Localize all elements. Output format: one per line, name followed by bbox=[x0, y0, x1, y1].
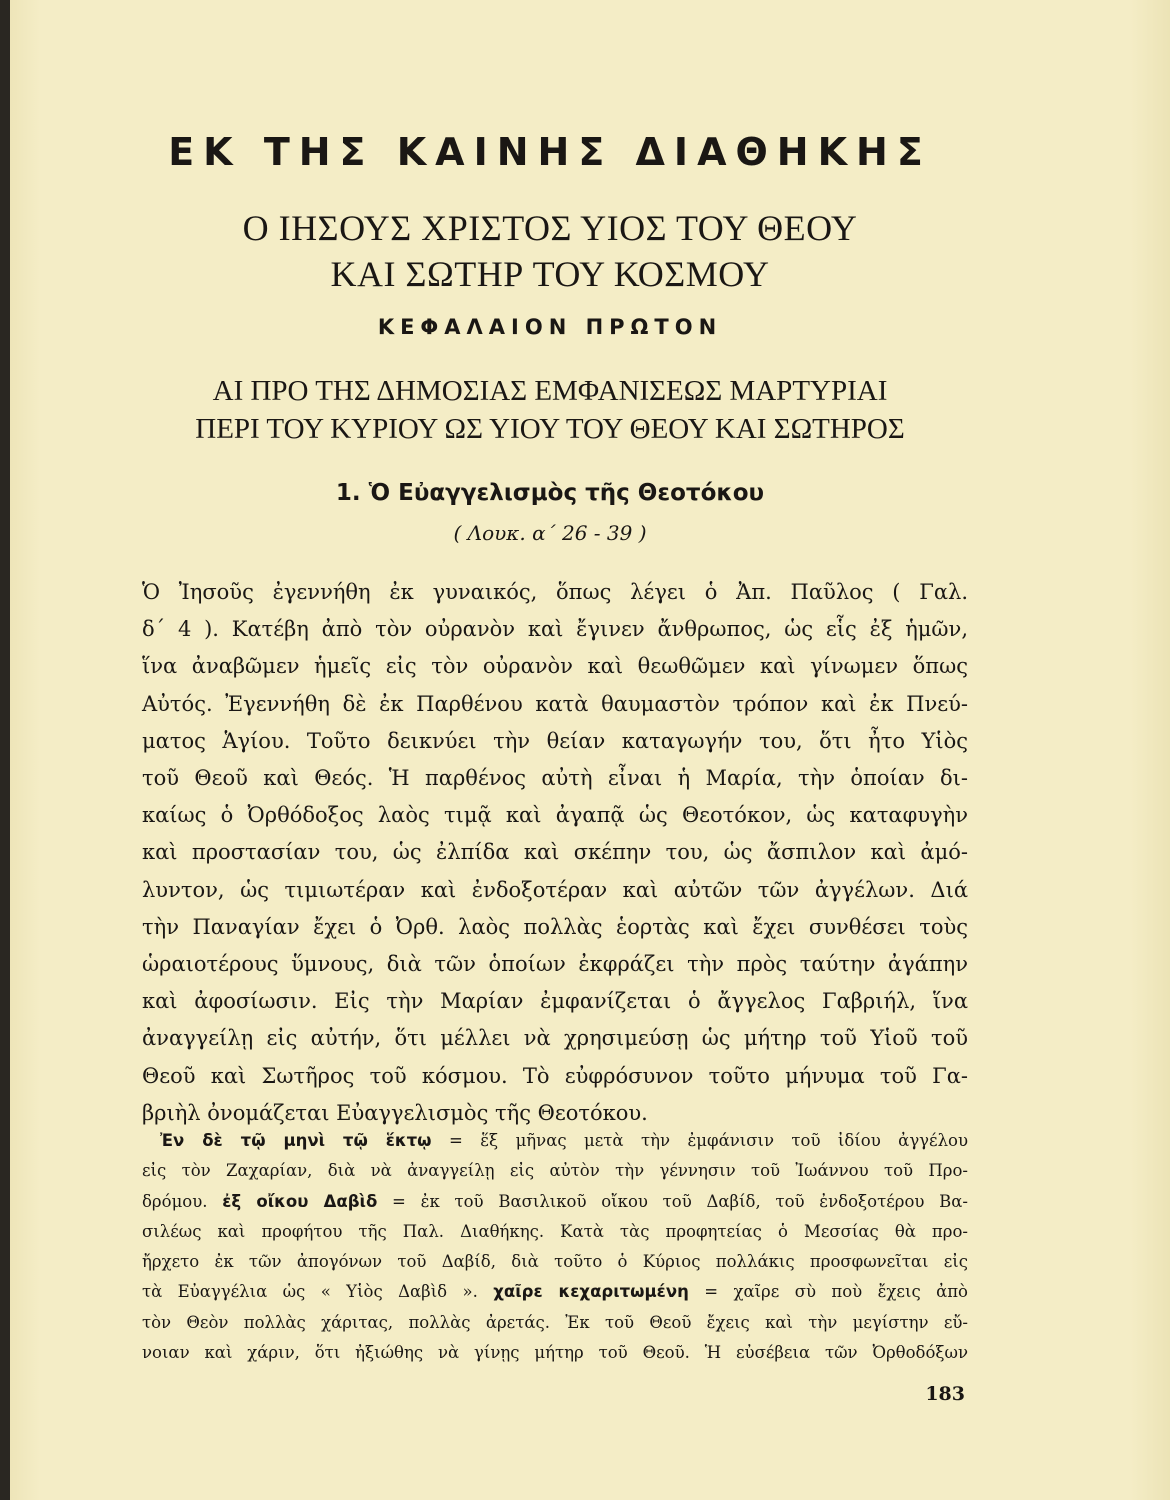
body-line: τοῦ Θεοῦ καὶ Θεός. Ἡ παρθένος αὐτὴ εἶναι ἡ Μαρία, τὴν ὁποίαν δι- bbox=[142, 766, 968, 791]
body-line: Αὐτός. Ἐγεννήθη δὲ ἐκ Παρθένου κατὰ θαυμαστὸν τρόπον καὶ ἐκ Πνεύ- bbox=[142, 691, 968, 716]
chapter-title-line-1: ΑΙ ΠΡΟ ΤΗΣ ΔΗΜΟΣΙΑΣ ΕΜΦΑΝΙΣΕΩΣ ΜΑΡΤΥΡΙΑΙ bbox=[212, 375, 888, 407]
note-line bbox=[142, 1187, 968, 1217]
note-term: χαῖρε κεχαριτωμένη bbox=[493, 1282, 689, 1302]
section-title: 1. Ὁ Εὐαγγελισμὸς τῆς Θεοτόκου bbox=[335, 480, 765, 506]
body-line: ἀναγγείλῃ εἰς αὐτήν, ὅτι μέλλει νὰ χρησιμεύσῃ ὡς μήτηρ τοῦ Υἱοῦ τοῦ bbox=[142, 1026, 968, 1051]
note-term: Ἐν δὲ τῷ μηνὶ τῷ ἕκτῳ bbox=[160, 1131, 432, 1150]
body-line: λυντον, ὡς τιμιωτέραν καὶ ἐνδοξοτέραν καὶ αὐτῶν τῶν ἀγγέλων. Διά bbox=[142, 877, 968, 902]
page-edge-shadow bbox=[0, 0, 10, 1500]
note-text: τὰ Εὐαγγέλια ὡς « Υἱὸς Δαβὶδ ». bbox=[142, 1282, 478, 1302]
note-line: σιλέως καὶ προφήτου τῆς Παλ. Διαθήκης. Κατὰ τὰς προφητείας ὁ Μεσσίας θὰ προ- bbox=[142, 1221, 968, 1241]
body-line: καὶ προστασίαν του, ὡς ἐλπίδα καὶ σκέπην του, ὡς ἄσπιλον καὶ ἀμό- bbox=[142, 840, 968, 865]
body-line: τὴν Παναγίαν ἔχει ὁ Ὀρθ. λαὸς πολλὰς ἑορτὰς καὶ ἔχει συνθέσει τοὺς bbox=[142, 914, 968, 939]
body-line: ματος Ἁγίου. Τοῦτο δεικνύει τὴν θείαν καταγωγήν του, ὅτι ἦτο Υἱὸς bbox=[142, 728, 968, 753]
body-line: Ὁ Ἰησοῦς ἐγεννήθη ἐκ γυναικός, ὅπως λέγει ὁ Ἀπ. Παῦλος ( Γαλ. bbox=[142, 580, 968, 604]
chapter-title bbox=[100, 372, 1000, 448]
commentary-notes bbox=[142, 1126, 968, 1368]
note-line: ἤρχετο ἐκ τῶν ἀπογόνων τοῦ Δαβίδ, διὰ τοῦτο ὁ Κύριος πολλάκις προσφωνεῖται εἰς bbox=[142, 1252, 968, 1272]
note-text: δρόμου. bbox=[142, 1191, 208, 1211]
note-line: εἰς τὸν Ζαχαρίαν, διὰ νὰ ἀναγγείλῃ εἰς αὐτὸν τὴν γέννησιν τοῦ Ἰωάννου τοῦ Προ- bbox=[142, 1161, 968, 1181]
body-line: Θεοῦ καὶ Σωτῆρος τοῦ κόσμου. Τὸ εὐφρόσυνον τοῦτο μήνυμα τοῦ Γα- bbox=[142, 1063, 968, 1088]
body-line: καίως ὁ Ὀρθόδοξος λαὸς τιμᾷ καὶ ἀγαπᾷ ὡς Θεοτόκον, ὡς καταφυγὴν bbox=[142, 803, 968, 828]
body-line: καὶ ἀφοσίωσιν. Εἰς τὴν Μαρίαν ἐμφανίζεται ὁ ἄγγελος Γαβριήλ, ἵνα bbox=[142, 989, 968, 1014]
chapter-title-line-2: ΠΕΡΙ ΤΟΥ ΚΥΡΙΟΥ ΩΣ ΥΙΟΥ ΤΟΥ ΘΕΟΥ ΚΑΙ ΣΩΤΗΡΟΣ bbox=[195, 413, 905, 445]
body-line: ὡραιοτέρους ὕμνους, διὰ τῶν ὁποίων ἐκφράζει τὴν πρὸς ταύτην ἀγάπην bbox=[142, 952, 968, 977]
section-reference: ( Λουκ. α΄ 26 - 39 ) bbox=[453, 521, 647, 545]
note-text: = ἐκ τοῦ Βασιλικοῦ οἴκου τοῦ Δαβίδ, τοῦ ἐνδοξοτέρου Βα- bbox=[392, 1191, 968, 1211]
note-line: νοιαν καὶ χάριν, ὅτι ἠξιώθης νὰ γίνῃς μήτηρ τοῦ Θεοῦ. Ἡ εὐσέβεια τῶν Ὀρθοδόξων bbox=[142, 1343, 968, 1363]
page-number: 183 bbox=[925, 1383, 965, 1405]
note-term: ἐξ οἴκου Δαβὶδ bbox=[222, 1191, 378, 1211]
body-paragraph bbox=[142, 574, 968, 1132]
book-part-heading: ΕΚ ΤΗΣ ΚΑΙΝΗΣ ΔΙΑΘΗΚΗΣ bbox=[168, 130, 932, 174]
note-line: τὸν Θεὸν πολλὰς χάριτας, πολλὰς ἀρετάς. Ἐκ τοῦ Θεοῦ ἔχεις καὶ τὴν μεγίστην εὔ- bbox=[142, 1312, 968, 1332]
note-text: = ἕξ μῆνας μετὰ τὴν ἐμφάνισιν τοῦ ἰδίου ἀγγέλου bbox=[448, 1131, 969, 1150]
body-line: βριὴλ ὀνομάζεται Εὐαγγελισμὸς τῆς Θεοτόκου. bbox=[142, 1100, 648, 1125]
body-line: ἵνα ἀναβῶμεν ἡμεῖς εἰς τὸν οὐρανὸν καὶ θεωθῶμεν καὶ γίνωμεν ὅπως bbox=[142, 654, 968, 679]
main-title-line-2: ΚΑΙ ΣΩΤΗΡ ΤΟΥ ΚΟΣΜΟΥ bbox=[330, 254, 770, 294]
main-title bbox=[100, 205, 1000, 297]
body-line: δ΄ 4 ). Κατέβη ἀπὸ τὸν οὐρανὸν καὶ ἔγινεν ἄνθρωπος, ὡς εἷς ἐξ ἡμῶν, bbox=[142, 617, 968, 642]
note-line bbox=[142, 1277, 968, 1307]
note-text: = χαῖρε σὺ ποὺ ἔχεις ἀπὸ bbox=[704, 1282, 968, 1302]
note-line bbox=[142, 1126, 968, 1156]
main-title-line-1: Ο ΙΗΣΟΥΣ ΧΡΙΣΤΟΣ ΥΙΟΣ ΤΟΥ ΘΕΟΥ bbox=[242, 208, 858, 248]
chapter-heading: ΚΕΦΑΛΑΙΟΝ ΠΡΩΤΟΝ bbox=[377, 315, 723, 339]
